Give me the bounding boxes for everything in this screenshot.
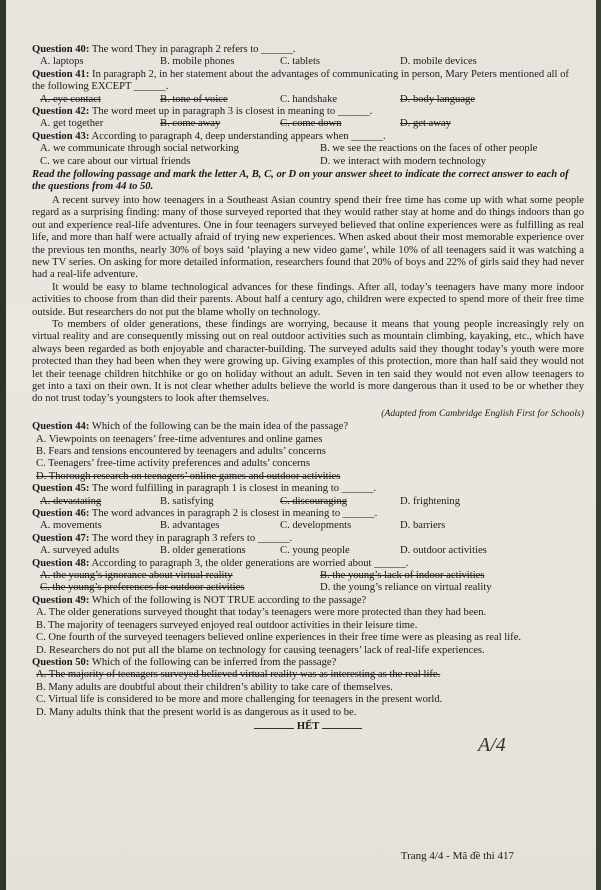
option-a[interactable]: A. we communicate through social networking: [40, 143, 239, 155]
option-a[interactable]: A. The majority of teenagers surveyed believed virtual reality was as interesting as the real life.: [36, 669, 441, 681]
option-d[interactable]: D. body language: [400, 93, 476, 105]
option-a[interactable]: A. laptops: [40, 56, 84, 68]
option-a[interactable]: A. eye contact: [40, 93, 101, 105]
option-c[interactable]: C. young people: [280, 545, 350, 557]
option-c[interactable]: C. developments: [280, 520, 352, 532]
option-b[interactable]: B. older generations: [160, 545, 246, 557]
passage-paragraph-3: To members of older generations, these findings are worrying, because it means that young people increasingly rely on virtual reality and are consequently missing out on real outdoor activities such as mountain climbing, kayaking, etc., which have always been regarded as both enjoyable and character-building. The surveyed adults said they thought today’s youth were more protected than they had been when they were growing up. Giving examples of this protection, more than half said they would not let their teenage children hitchhike or go on holiday without an adult. Seven in ten said they would not even allow teenagers to get into a taxi on their own. It is not clear whether adults believe the world is more dangerous than it used to be or whether they do not trust today’s youngsters to look after themselves.: [32, 318, 584, 405]
option-b[interactable]: B. advantages: [160, 520, 220, 532]
option-b[interactable]: B. mobile phones: [160, 56, 235, 68]
divider: [254, 728, 294, 729]
option-c[interactable]: C. the young’s preferences for outdoor activities: [40, 582, 245, 594]
option-d[interactable]: D. Researchers do not put all the blame on technology for causing teenagers’ lack of real-life experiences.: [36, 644, 485, 656]
question-49: Question 49: Which of the following is NOT TRUE according to the passage? A. The older generations surveyed thought that today’s teenagers were more protected than they had been. B. The majority of teenagers surveyed enjoyed real outdoor activities in their leisure time. C. One fourth of the surveyed teenagers believed online experiences in their free time were as pleasing as real life. D. Researchers do not put all the blame on technology for causing teenagers’ lack of real-life experiences.: [32, 595, 584, 657]
option-b[interactable]: B. come away: [160, 118, 221, 130]
option-b[interactable]: B. Many adults are doubtful about their children’s ability to take care of themselves.: [36, 681, 393, 693]
option-b[interactable]: B. we see the reactions on the faces of other people: [320, 143, 538, 155]
option-c[interactable]: C. tablets: [280, 56, 321, 68]
option-c[interactable]: C. Teenagers’ free-time activity preferences and adults’ concerns: [36, 458, 310, 470]
option-c[interactable]: C. One fourth of the surveyed teenagers believed online experiences in their free time were as pleasing as real life.: [36, 632, 522, 644]
option-a[interactable]: A. Viewpoints on teenagers’ free-time adventures and online games: [36, 433, 323, 445]
option-a[interactable]: A. The older generations surveyed thought that today’s teenagers were more protected than they had been.: [36, 607, 487, 619]
option-d[interactable]: D. barriers: [400, 520, 446, 532]
option-c[interactable]: C. handshake: [280, 93, 338, 105]
exam-page: [6, 0, 596, 890]
option-d[interactable]: D. mobile devices: [400, 56, 477, 68]
option-a[interactable]: A. devastating: [40, 495, 102, 507]
question-44: Question 44: Which of the following can be the main idea of the passage? A. Viewpoints on teenagers’ free-time adventures and online games B. Fears and tensions encountered by teenagers and adults’ concerns C. Teenagers’ free-time activity preferences and adults’ concerns D. Thorough research on teenagers’ online games and outdoor activities: [32, 421, 584, 483]
question-47: Question 47: The word they in paragraph 3 refers to ______. A. surveyed adults B. older generations C. young people D. outdoor activities: [32, 533, 584, 558]
option-a[interactable]: A. get together: [40, 118, 104, 130]
divider: [322, 728, 362, 729]
handwritten-note: A/4: [478, 734, 506, 756]
option-c[interactable]: C. Virtual life is considered to be more and more challenging for teenagers in the present world.: [36, 694, 443, 706]
option-d[interactable]: D. get away: [400, 118, 451, 130]
reading-instruction: Read the following passage and mark the letter A, B, C, or D on your answer sheet to indicate the correct answer to each of the questions from 44 to 50.: [32, 169, 569, 193]
option-d[interactable]: D. the young’s reliance on virtual reality: [320, 582, 492, 594]
option-c[interactable]: C. discouraging: [280, 495, 348, 507]
option-a[interactable]: A. surveyed adults: [40, 545, 120, 557]
question-45: Question 45: The word fulfilling in paragraph 1 is closest in meaning to ______. A. devastating B. satisfying C. discouraging D. frightening: [32, 483, 584, 508]
option-d[interactable]: D. outdoor activities: [400, 545, 487, 557]
question-48: Question 48: According to paragraph 3, the older generations are worried about ______. A. the young’s ignorance about virtual reality B. the young’s lack of indoor activities C. the young’s preferences for outdoor activities D. the young’s reliance on virtual reality: [32, 558, 584, 595]
option-b[interactable]: B. the young’s lack of indoor activities: [320, 570, 485, 582]
option-d[interactable]: D. we interact with modern technology: [320, 155, 486, 167]
option-d[interactable]: D. frightening: [400, 495, 461, 507]
question-46: Question 46: The word advances in paragraph 2 is closest in meaning to ______. A. movements B. advantages C. developments D. barriers: [32, 508, 584, 533]
option-c[interactable]: C. come down: [280, 118, 342, 130]
option-b[interactable]: B. Fears and tensions encountered by teenagers and adults’ concerns: [36, 446, 326, 457]
passage-paragraph-2: It would be easy to blame technological advances for these findings. After all, today’s teenagers have many more indoor activities to choose from than did their parents. About half a century ago, children were expected to spend more of their free time outside. But researchers do not put the blame wholly on technology.: [32, 281, 584, 318]
option-d[interactable]: D. Thorough research on teenagers’ online games and outdoor activities: [36, 470, 341, 482]
end-marker: HẾT: [32, 721, 584, 733]
question-43: Question 43: According to paragraph 4, deep understanding appears when ______. A. we communicate through social networking B. we see the reactions on the faces of other people C. we care about our virtual friends D. we interact with modern technology: [32, 131, 584, 168]
passage-source: (Adapted from Cambridge English First for Schools): [381, 407, 584, 419]
option-b[interactable]: B. tone of voice: [160, 93, 228, 105]
option-a[interactable]: A. movements: [40, 520, 102, 532]
question-41: Question 41: In paragraph 2, in her statement about the advantages of communicating in person, Mary Peters mentioned all of the following EXCEPT ______. A. eye contact B. tone of voice C. handshake D. body language: [32, 69, 584, 106]
question-42: Question 42: The word meet up in paragraph 3 is closest in meaning to ______. A. get together B. come away C. come down D. get away: [32, 106, 584, 131]
option-b[interactable]: B. satisfying: [160, 495, 214, 507]
option-a[interactable]: A. the young’s ignorance about virtual reality: [40, 570, 233, 582]
option-d[interactable]: D. Many adults think that the present world is as dangerous as it used to be.: [36, 706, 357, 718]
question-40: Question 40: The word They in paragraph 2 refers to ______. A. laptops B. mobile phones C. tablets D. mobile devices: [32, 44, 584, 69]
question-50: Question 50: Which of the following can be inferred from the passage? A. The majority of teenagers surveyed believed virtual reality was as interesting as the real life. B. Many adults are doubtful about their children’s ability to take care of themselves. C. Virtual life is considered to be more and more challenging for teenagers in the present world. D. Many adults think that the present world is as dangerous as it used to be.: [32, 657, 584, 719]
option-b[interactable]: B. The majority of teenagers surveyed enjoyed real outdoor activities in their leisure time.: [36, 619, 418, 631]
option-c[interactable]: C. we care about our virtual friends: [40, 155, 191, 167]
page-footer: Trang 4/4 - Mã đề thi 417: [400, 850, 514, 862]
passage-paragraph-1: A recent survey into how teenagers in a Southeast Asian country spend their free time has come up with what some people regard as a surprising finding: many of those surveyed reported that they would rather stay at home and do things indoors than go out and experience real-life adventures. One in four teenagers surveyed believed that online experiences were as fulfilling as real life, and more than half were actually afraid of trying new experiences. When asked about their most memorable experience over the previous ten months, nearly 30% of boys said ‘playing a new video game’, while 10% of all teenagers said it was watching a new TV series. On asking for more detailed information, researchers found that 20% of boys and 22% of girls said they had never had a real-life adventure.: [32, 194, 584, 281]
